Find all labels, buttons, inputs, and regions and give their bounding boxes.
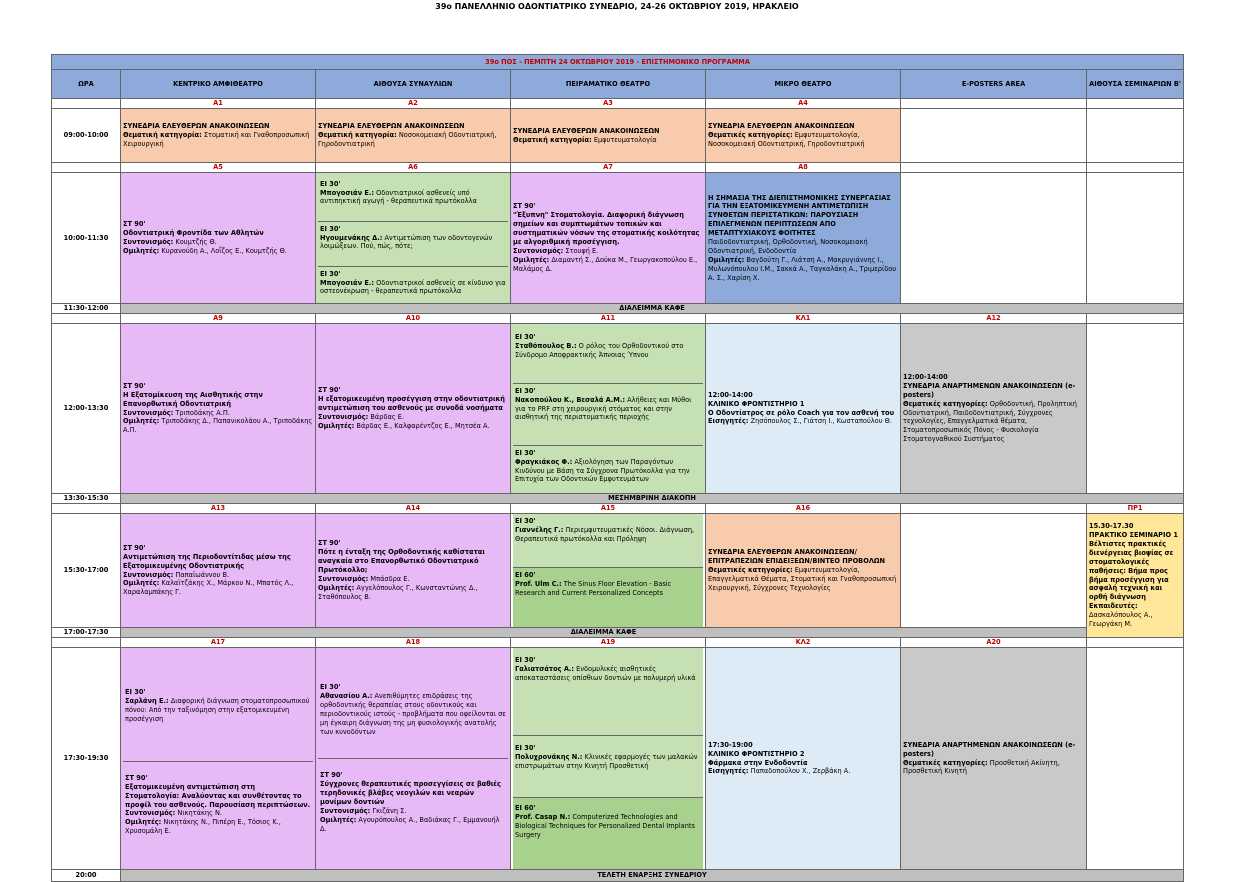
- empty-cell: [1087, 173, 1184, 304]
- session-a5: ΣΤ 90' Οδοντιατρική Φροντίδα των Αθλητών Συντονισμός: Κουμτζής Θ. Ομιλητές: Κυρανούδη Α., Λοΐζος Ε., Κουμτζής Θ.: [121, 173, 316, 304]
- session-code: A2: [316, 99, 511, 109]
- session-a6: ΕΙ 30' Μπογοσιάν Ε.: Οδοντιατρικοί ασθενείς υπό αντιπηκτική αγωγή - θεραπευτικά πρωτόκολλα ΕΙ 30' Ηγουμενάκης Δ.: Αντιμετώπιση των οδοντογενών λοιμώξεων. Πού, πώς, πότε; ΕΙ 30' Μπογοσιάν Ε.: Οδοντιατρικοί ασθενείς σε κίνδυνο για οστεονέκρωση - θεραπευτικά πρωτόκολλα: [316, 173, 511, 304]
- session-a8: Η ΣΗΜΑΣΙΑ ΤΗΣ ΔΙΕΠΙΣΤΗΜΟΝΙΚΗΣ ΣΥΝΕΡΓΑΣΙΑΣ ΓΙΑ ΤΗΝ ΕΞΑΤΟΜΙΚΕΥΜΕΝΗ ΑΝΤΙΜΕΤΩΠΙΣΗ ΣΥΝΘΕΤΩΝ ΠΕΡΙΣΤΑΤΙΚΩΝ: ΠΑΡΟΥΣΙΑΣΗ ΕΠΙΛΕΓΜΕΝΩΝ ΠΕΡΙΠΤΩΣΕΩΝ ΑΠΟ ΜΕΤΑΠΤΥΧΙΑΚΟΥΣ ΦΟΙΤΗΤΕΣ Παιδοδοντιατρική, Ορθοδοντική, Νοσοκομειακή Οδοντιατρική, Ενδοδοντία Ομιλητές: Βαγδούτη Γ., Λιάτση Α., Μακρυγιάννης Ι., Μυλωνόπουλου Ι.Μ., Σακκά Α., Ταγκαλάκη Α., Τριμερίδου Α. Σ., Χαρίση Χ.: [706, 173, 901, 304]
- session-code: A11: [511, 314, 706, 324]
- session-a17: ΕΙ 30' Σαρλάνη Ε.: Διαφορική διάγνωση στοματοπροσωπικού πόνου: Από την ταξινόμηση στην εξατομικευμένη προσέγγιση ΣΤ 90' Εξατομικευμένη αντιμετώπιση στη Στοματολογία: Αναλύοντας και συνθέτοντας το προφίλ του ασθενούς. Παρουσίαση περιπτώσεων. Συντονισμός: Νικητάκης Ν. Ομιλητές: Νικητάκης Ν., Πιπέρη Ε., Τόσιος Κ., Χρυσομάλη Ε.: [121, 648, 316, 870]
- session-a1: ΣΥΝΕΔΡΙΑ ΕΛΕΥΘΕΡΩΝ ΑΝΑΚΟΙΝΩΣΕΩΝ Θεματική κατηγορία: Στοματική και Γναθοπροσωπική Χειρουργική: [121, 109, 316, 163]
- session-code: A14: [316, 504, 511, 514]
- header-central-amphitheatre: ΚΕΝΤΡΙΚΟ ΑΜΦΙΘΕΑΤΡΟ: [121, 70, 316, 99]
- session-code: A18: [316, 638, 511, 648]
- time-slot: 17:30-19:30: [52, 648, 121, 870]
- header-seminar-room-b: ΑΙΘΟΥΣΑ ΣΕΜΙΝΑΡΙΩΝ Β': [1087, 70, 1184, 99]
- session-code: A15: [511, 504, 706, 514]
- session-code: A4: [706, 99, 901, 109]
- session-a14: ΣΤ 90' Πότε η ένταξη της Ορθοδοντικής καθίσταται αναγκαία στο Επανορθωτικό Οδοντιατρικό Πρωτόκολλο; Συντονισμός: Μπάσδρα Ε. Ομιλητές: Αγγελόπουλος Γ., Κωνσταντώνης Δ., Σταθόπουλος Β.: [316, 514, 511, 628]
- session-code: A3: [511, 99, 706, 109]
- session-a18: ΕΙ 30' Αθανασίου Α.: Ανεπιθύμητες επιδράσεις της ορθοδοντικής θεραπείας στους οδοντικούς και περιοδοντικούς ιστούς - προβλήματα που οφείλονται σε μη έγκαιρη διάγνωση της μη φυσιολογικής ανατολής των κυνοδόντων ΣΤ 90' Σύγχρονες θεραπευτικές προσεγγίσεις σε βαθιές τερηδονικές βλάβες νεογιλών και νεαρών μονίμων δοντιών Συντονισμός: Γκιζάνη Σ. Ομιλητές: Αγουρόπουλος Α., Βαδιάκας Γ., Εμμανουήλ Δ.: [316, 648, 511, 870]
- opening-ceremony: ΤΕΛΕΤΗ ΕΝΑΡΞΗΣ ΣΥΝΕΔΡΙΟΥ: [121, 870, 1184, 882]
- session-code: A10: [316, 314, 511, 324]
- header-concert-hall: ΑΙΘΟΥΣΑ ΣΥΝΑΥΛΙΩΝ: [316, 70, 511, 99]
- session-a10: ΣΤ 90' Η εξατομικευμένη προσέγγιση στην οδοντιατρική αντιμετώπιση του ασθενούς με συνοδά νοσήματα Συντονισμός: Βάρδας Ε. Ομιλητές: Βάρδας Ε., Καλφαρέντζος Ε., Μητσέα Α.: [316, 324, 511, 494]
- time-slot: 09:00-10:00: [52, 109, 121, 163]
- session-code: A13: [121, 504, 316, 514]
- page-title: 39ο ΠΑΝΕΛΛΗΝΙΟ ΟΔΟΝΤΙΑΤΡΙΚΟ ΣΥΝΕΔΡΙΟ, 24-26 ΟΚΤΩΒΡΙΟΥ 2019, ΗΡΑΚΛΕΙΟ: [435, 2, 799, 11]
- session-a7: ΣΤ 90' "Έξυπνη" Στοματολογία. Διαφορική διάγνωση σημείων και συμπτωμάτων τοπικών και συστηματικών νόσων της στοματικής κοιλότητας με αλγοριθμική προσέγγιση. Συντονισμός: Στουφή Ε. Ομιλητές: Διαμαντή Σ., Δούκα Μ., Γεωργακοπούλου Ε., Μαλάμος Δ.: [511, 173, 706, 304]
- session-pr1: 15.30-17.30 ΠΡΑΚΤΙΚΟ ΣΕΜΙΝΑΡΙΟ 1 Βέλτιστες πρακτικές διενέργειας βιοψίας σε στοματολογικές παθήσεις: Βήμα προς βήμα προσέγγιση για ασφαλή τεχνική και ορθή διάγνωση Εκπαιδευτές: Δασκαλόπουλος Α., Γεωργάκη Μ.: [1087, 514, 1184, 638]
- header-experimental-theatre: ΠΕΙΡΑΜΑΤΙΚΟ ΘΕΑΤΡΟ: [511, 70, 706, 99]
- session-code: A16: [706, 504, 901, 514]
- empty-cell: [901, 514, 1087, 628]
- session-a16: ΣΥΝΕΔΡΙΑ ΕΛΕΥΘΕΡΩΝ ΑΝΑΚΟΙΝΩΣΕΩΝ/ΕΠΙΤΡΑΠΕΖΙΩΝ ΕΠΙΔΕΙΞΕΩΝ/ΒΙΝΤΕΟ ΠΡΟΒΟΛΩΝ Θεματικές κατηγορίες: Εμφυτευματολογία, Επαγγελματικά Θέματα, Στοματική και Γναθοπροσωπική Χειρουργική, Σύγχρονες Τεχνολογίες: [706, 514, 901, 628]
- empty-cell: [901, 173, 1087, 304]
- header-eposters-area: E-POSTERS AREA: [901, 70, 1087, 99]
- coffee-break: ΔΙΑΛΕΙΜΜΑ ΚΑΦΕ: [121, 628, 1087, 638]
- program-banner: 39ο ΠΟΣ - ΠΕΜΠΤΗ 24 ΟΚΤΩΒΡΙΟΥ 2019 - ΕΠΙΣΤΗΜΟΝΙΚΟ ΠΡΟΓΡΑΜΜΑ: [52, 55, 1184, 70]
- time-slot: 12:00-13:30: [52, 324, 121, 494]
- session-kl2: 17:30-19:00 ΚΛΙΝΙΚΟ ΦΡΟΝΤΙΣΤΗΡΙΟ 2 Φάρμακα στην Ενδοδοντία Εισηγητές: Παπαδοπούλου Χ., Ζερβάκη Α.: [706, 648, 901, 870]
- session-a2: ΣΥΝΕΔΡΙΑ ΕΛΕΥΘΕΡΩΝ ΑΝΑΚΟΙΝΩΣΕΩΝ Θεματική κατηγορία: Νοσοκομειακή Οδοντιατρική, Γηροδοντιατρική: [316, 109, 511, 163]
- program-table: [51, 54, 1184, 882]
- time-slot: 10:00-11:30: [52, 173, 121, 304]
- session-a19: ΕΙ 30' Γαλιατσάτος Α.: Ενδομυλικές αισθητικές αποκαταστάσεις οπίσθιων δοντιών με πολυμερή υλικά ΕΙ 30' Πολυχρονάκης Ν.: Κλινικές εφαρμογές των μαλακών επιστρωμάτων στην Κινητή Προσθετική ΕΙ 60' Prof. Casap N.: Computerized Technologies and Biological Techniques for Personalized Dental Implants Surgery: [511, 648, 706, 870]
- session-code: A6: [316, 163, 511, 173]
- session-code: A9: [121, 314, 316, 324]
- coffee-break: ΔΙΑΛΕΙΜΜΑ ΚΑΦΕ: [121, 304, 1184, 314]
- session-a3: ΣΥΝΕΔΡΙΑ ΕΛΕΥΘΕΡΩΝ ΑΝΑΚΟΙΝΩΣΕΩΝ Θεματική κατηγορία: Εμφυτευματολογία: [511, 109, 706, 163]
- time-slot: 15:30-17:00: [52, 514, 121, 628]
- empty-cell: [1087, 324, 1184, 494]
- session-a13: ΣΤ 90' Αντιμετώπιση της Περιοδοντίτιδας μέσω της Εξατομικευμένης Οδοντιατρικής Συντονισμός: Παπαϊωάννου Β. Ομιλητές: Καλαϊτζάκης Χ., Μάρκου Ν., Μπατός Λ., Χαραλαμπάκης Γ.: [121, 514, 316, 628]
- session-a20: ΣΥΝΕΔΡΙΑ ΑΝΑΡΤΗΜΕΝΩΝ ΑΝΑΚΟΙΝΩΣΕΩΝ (e-posters) Θεματικές κατηγορίες: Προσθετική Ακίνητη, Προσθετική Κινητή: [901, 648, 1087, 870]
- header-small-theatre: ΜΙΚΡΟ ΘΕΑΤΡΟ: [706, 70, 901, 99]
- session-a11: ΕΙ 30' Σταθόπουλος Β.: Ο ρόλος του Ορθοδοντικού στο Σύνδρομο Αποφρακτικής Άπνοιας Ύπνου ΕΙ 30' Νακοπούλου Κ., Βεσαλά Α.Μ.: Αλήθειες και Μύθοι για το PRF στη χειρουργική στόματος και στην αισθητική της περιστοματικής περιοχής ΕΙ 30' Φραγκιάκος Φ.: Αξιολόγηση των Παραγόντων Κινδύνου με Βάση τα Σύγχρονα Πρωτόκολλα για την Επιτυχία των Οδοντικών Εμφυτευμάτων: [511, 324, 706, 494]
- session-code: A19: [511, 638, 706, 648]
- session-code: A20: [901, 638, 1087, 648]
- time-slot: 17:00-17:30: [52, 628, 121, 638]
- session-code: A12: [901, 314, 1087, 324]
- session-code: A17: [121, 638, 316, 648]
- session-code: A5: [121, 163, 316, 173]
- session-a15: ΕΙ 30' Γιαννέλης Γ.: Περιεμφυτευματικές Νόσοι. Διάγνωση, Θεραπευτικά πρωτόκολλα και Πρόληψη ΕΙ 60' Prof. Ulm C.: The Sinus Floor Elevation - Basic Research and Current Personalized Concepts: [511, 514, 706, 628]
- session-code: A1: [121, 99, 316, 109]
- session-code: ΠΡ1: [1087, 504, 1184, 514]
- session-code: A7: [511, 163, 706, 173]
- time-slot: 13:30-15:30: [52, 494, 121, 504]
- empty-cell: [1087, 648, 1184, 870]
- session-kl1: 12:00-14:00 ΚΛΙΝΙΚΟ ΦΡΟΝΤΙΣΤΗΡΙΟ 1 Ο Οδοντίατρος σε ρόλο Coach για τον ασθενή του Εισηγητές: Ζησόπουλος Σ., Γιάτση Ι., Κωσταπούλου Θ.: [706, 324, 901, 494]
- header-time: ΩΡΑ: [52, 70, 121, 99]
- session-a12: 12:00-14:00 ΣΥΝΕΔΡΙΑ ΑΝΑΡΤΗΜΕΝΩΝ ΑΝΑΚΟΙΝΩΣΕΩΝ (e-posters) Θεματικές κατηγορίες: Ορθοδοντική, Προληπτική Οδοντιατρική, Παιδοδοντιατρική, Σύγχρονες τεχνολογίες, Επαγγελματικά θέματα, Στοματοπροσωπικός Πόνος - Φυσιολογία Στοματογναθικού Συστήματος: [901, 324, 1087, 494]
- session-a9: ΣΤ 90' Η Εξατομίκευση της Αισθητικής στην Επανορθωτική Οδοντιατρική Συντονισμός: Τριποδάκης Α.Π. Ομιλητές: Τριποδάκης Δ., Παπανικολάου Α., Τριποδάκης Α.Π.: [121, 324, 316, 494]
- empty-cell: [1087, 109, 1184, 163]
- session-code: A8: [706, 163, 901, 173]
- time-slot: 11:30-12:00: [52, 304, 121, 314]
- lunch-break: ΜΕΣΗΜΒΡΙΝΗ ΔΙΑΚΟΠΗ: [121, 494, 1184, 504]
- time-slot: 20:00: [52, 870, 121, 882]
- session-code: ΚΛ2: [706, 638, 901, 648]
- session-code: ΚΛ1: [706, 314, 901, 324]
- empty-cell: [901, 109, 1087, 163]
- session-a4: ΣΥΝΕΔΡΙΑ ΕΛΕΥΘΕΡΩΝ ΑΝΑΚΟΙΝΩΣΕΩΝ Θεματικές κατηγορίες: Εμφυτευματολογία, Νοσοκομειακή Οδοντιατρική, Γηροδοντιατρική: [706, 109, 901, 163]
